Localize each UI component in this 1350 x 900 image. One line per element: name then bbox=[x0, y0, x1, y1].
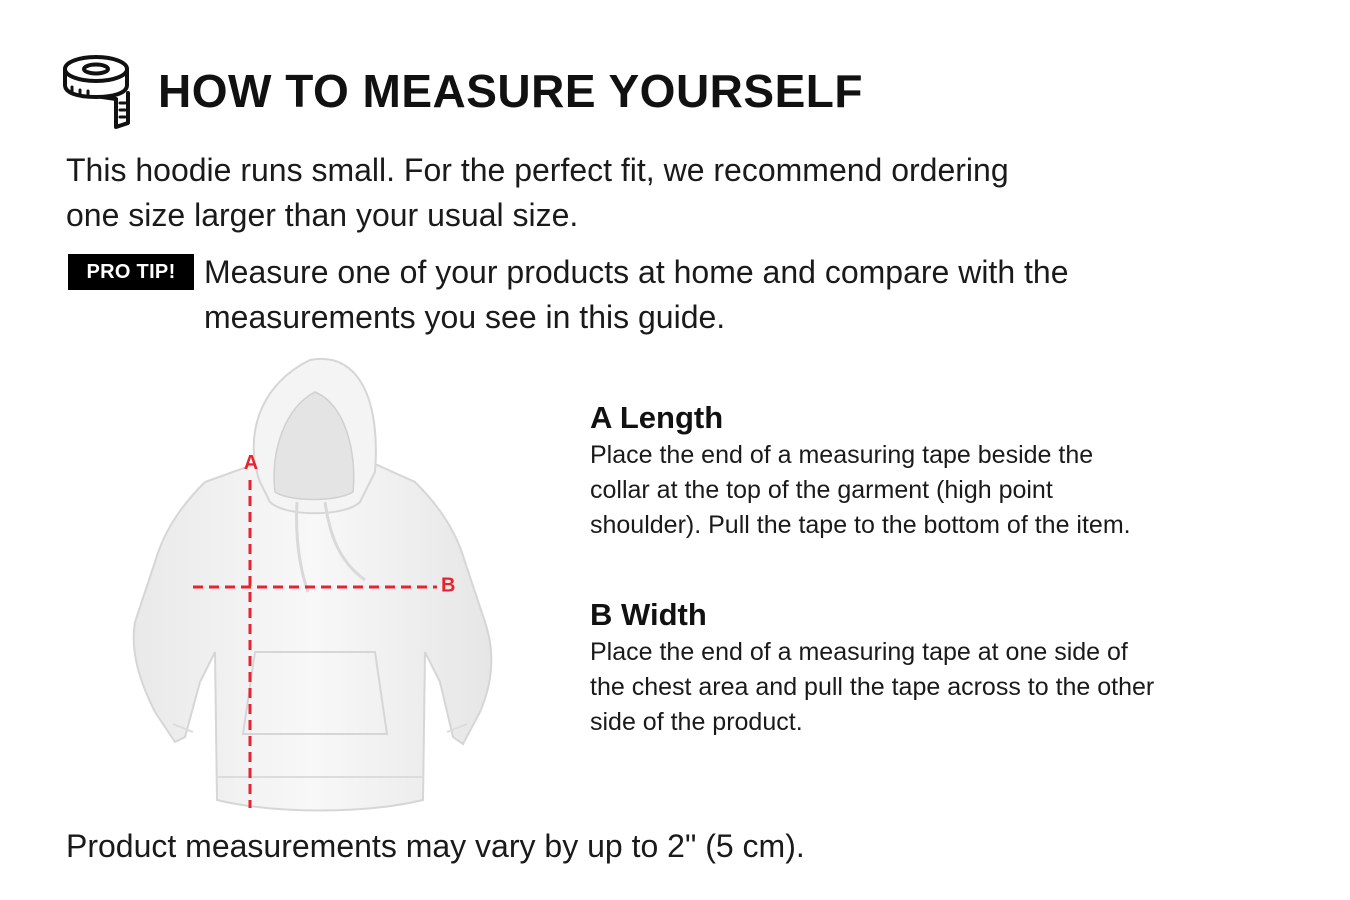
hoodie-body bbox=[134, 464, 492, 811]
pro-tip-badge: PRO TIP! bbox=[68, 254, 194, 290]
description-line: Place the end of a measuring tape beside the bbox=[590, 441, 1094, 469]
hoodie-diagram bbox=[125, 352, 500, 812]
page-header bbox=[60, 50, 863, 132]
description-line: Place the end of a measuring tape at one side of bbox=[590, 638, 1128, 666]
width-instructions bbox=[590, 595, 1290, 740]
pro-tip-text bbox=[204, 250, 1068, 340]
description-line: shoulder). Pull the tape to the bottom of the item. bbox=[590, 511, 1131, 539]
marker-b: B bbox=[441, 574, 456, 597]
pro-tip-line: measurements you see in this guide. bbox=[204, 299, 726, 335]
description-line: the chest area and pull the tape across to the other bbox=[590, 673, 1155, 701]
page-title: HOW TO MEASURE YOURSELF bbox=[158, 65, 863, 117]
length-instructions bbox=[590, 398, 1290, 543]
description-line: collar at the top of the garment (high point bbox=[590, 476, 1053, 504]
description-line: side of the product. bbox=[590, 708, 803, 736]
width-heading: B Width bbox=[590, 597, 707, 632]
marker-a: A bbox=[243, 452, 259, 474]
width-description bbox=[590, 635, 1290, 740]
intro-text bbox=[66, 148, 1216, 238]
pro-tip-line: Measure one of your products at home and compare with the bbox=[204, 254, 1069, 290]
intro-line: This hoodie runs small. For the perfect fit, we recommend ordering bbox=[66, 152, 1009, 188]
measuring-tape-icon bbox=[60, 51, 136, 131]
measurement-disclaimer: Product measurements may vary by up to 2" (5 cm). bbox=[66, 828, 805, 864]
intro-line: one size larger than your usual size. bbox=[66, 197, 579, 233]
length-heading: A Length bbox=[590, 400, 724, 435]
length-description bbox=[590, 438, 1290, 543]
